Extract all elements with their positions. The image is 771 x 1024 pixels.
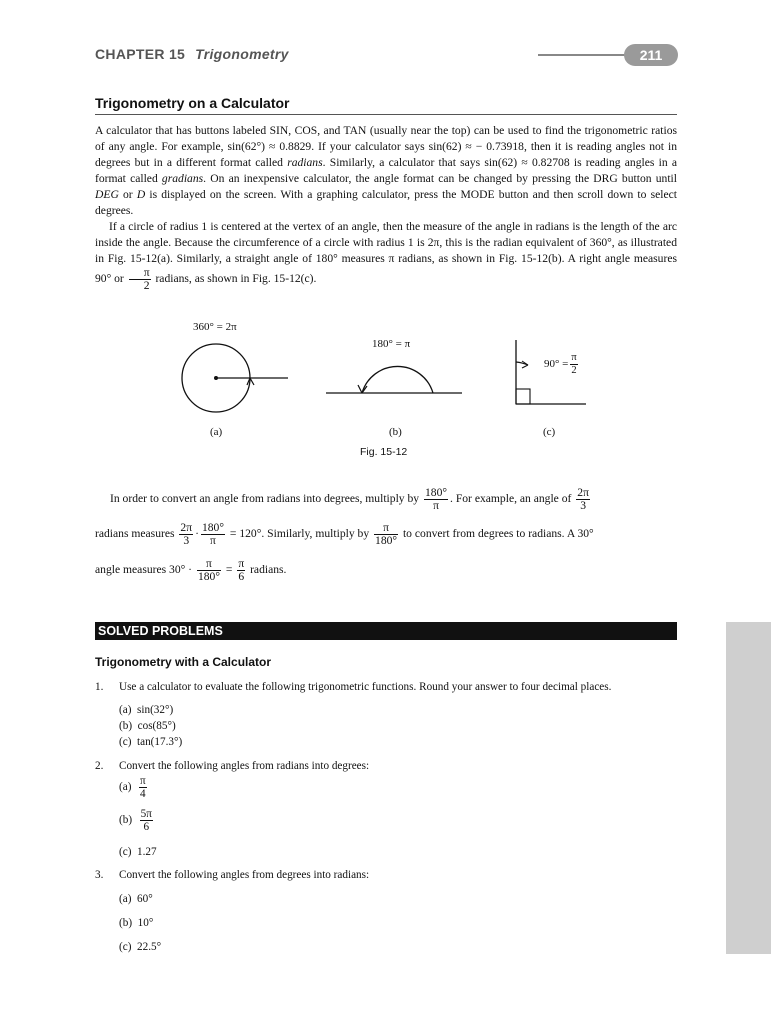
problem-3b: (b) 10° xyxy=(119,917,154,929)
intro-text xyxy=(95,123,677,292)
figure-b-semicircle xyxy=(326,366,462,393)
problem-2b: (b) $\frac{5\pi}{6}$ xyxy=(119,808,152,833)
paragraph-radians: If a circle of radius 1 is centered at the vertex of an angle, then the measure of the angle in radians is the length of the arc inside the angle. Because the circumference of a circle with radius 1 is 2π, this is the radian equivalent of 360°, as illustrated in Fig. 15-12(a). Similarly, a straight angle of 180° measures π radians, as shown in Fig. 15-12(b). A right angle measures 90° or $\frac{\pi}{2}$ radians, as shown in Fig. 15-12(c). xyxy=(95,220,677,292)
section-title: Trigonometry on a Calculator xyxy=(95,95,290,111)
problem-1-text: Use a calculator to evaluate the following trigonometric functions. Round your answer to four decimal places. xyxy=(119,681,612,693)
chapter-label: CHAPTER 15 xyxy=(95,46,186,62)
problem-1b: (b) cos(85°) xyxy=(119,720,176,732)
section-rule xyxy=(95,114,677,115)
figure-a-caption: (a) xyxy=(210,426,223,438)
solved-subtitle: Trigonometry with a Calculator xyxy=(95,655,272,669)
figure-a-label: 360° = 2π xyxy=(193,321,237,333)
figure-c-label: 90° = $\frac{\pi}{2}$ xyxy=(544,352,577,376)
solved-problems-bar: SOLVED PROBLEMS xyxy=(95,622,677,640)
page-number-badge: 211 xyxy=(624,44,678,66)
fraction-pi-over-2: $\frac{\pi}{2}$ xyxy=(129,267,151,292)
problem-2-text: Convert the following angles from radians into degrees: xyxy=(119,760,370,772)
figure-b-label: 180° = π xyxy=(372,338,411,350)
problem-2-number: 2. xyxy=(95,760,104,772)
conversion-line-3: angle measures 30° · $\frac{\pi}{180^\circ}$ = $\frac{\pi}{6}$ radians. xyxy=(95,557,287,583)
problem-3a: (a) 60° xyxy=(119,893,153,905)
conversion-line-1: In order to convert an angle from radians into degrees, multiply by $\frac{180^\circ}{\pi}$ . For example, an angle of $\frac{2\pi}{3}$ xyxy=(110,486,589,512)
paragraph-calculator: A calculator that has buttons labeled SIN, COS, and TAN (usually near the top) can be used to find the trigonometric ratios of any angle. For example, sin(62°) ≈ 0.8829. If your calculator says sin(62) ≈ − 0.73918, then it is reading angles not in degrees but in a different format called radians. Similarly, a calculator that says sin(62) ≈ 0.82708 is reading angles in a format called gradians. On an inexpensive calculator, the angle format can be changed by pressing the DRG button until DEG or D is displayed on the screen. With a graphing calculator, press the MODE button and then scroll down to select degrees. xyxy=(95,124,678,217)
problem-3c: (c) 22.5° xyxy=(119,941,162,953)
page-side-tab xyxy=(726,622,771,954)
problem-3-number: 3. xyxy=(95,869,104,881)
chapter-topic: Trigonometry xyxy=(195,46,289,62)
problem-1c: (c) tan(17.3°) xyxy=(119,736,183,748)
running-header xyxy=(95,46,289,62)
problem-1a: (a) sin(32°) xyxy=(119,704,174,716)
problem-3-text: Convert the following angles from degrees into radians: xyxy=(119,869,370,881)
figure-a-full-circle xyxy=(182,344,288,412)
header-rule xyxy=(538,54,638,56)
conversion-line-2: radians measures $\frac{2\pi}{3}$ · $\frac{180^\circ}{\pi}$ = 120°. Similarly, multiply by $\frac{\pi}{180^\circ}$ to convert from degrees to radians. A 30° xyxy=(95,521,594,547)
problem-2a: (a) $\frac{\pi}{4}$ xyxy=(119,775,146,800)
problem-1-number: 1. xyxy=(95,681,104,693)
figure-b-caption: (b) xyxy=(389,426,402,438)
figure-c-caption: (c) xyxy=(543,426,556,438)
problem-2c: (c) 1.27 xyxy=(119,846,157,858)
figure-caption: Fig. 15-12 xyxy=(360,446,408,458)
